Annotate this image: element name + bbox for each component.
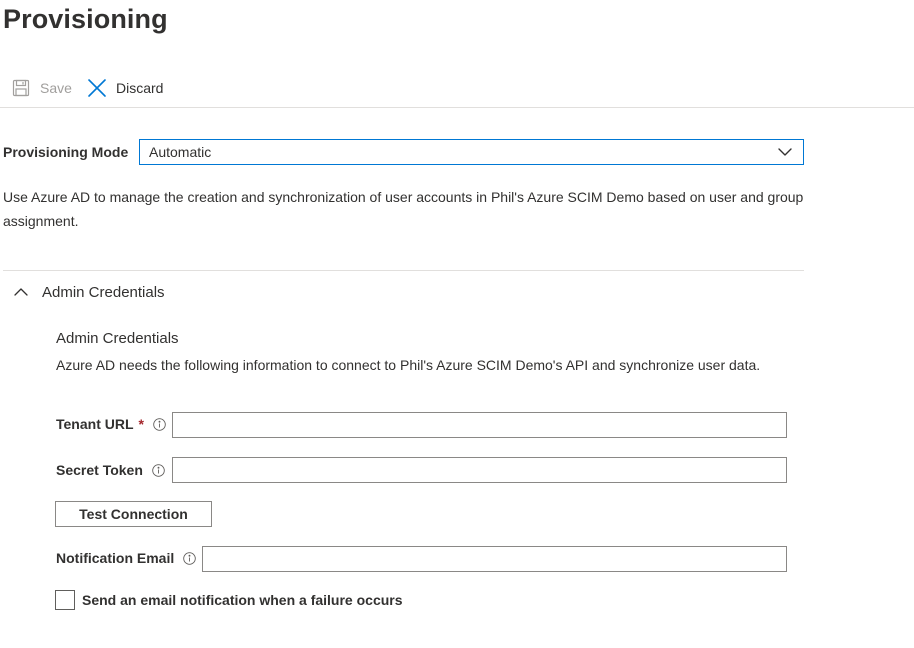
notification-email-label	[56, 550, 196, 566]
info-icon[interactable]	[152, 464, 165, 477]
admin-credentials-title: Admin Credentials	[56, 330, 179, 347]
command-bar	[0, 70, 914, 108]
info-icon[interactable]	[183, 552, 196, 565]
test-connection-button[interactable]: Test Connection	[55, 501, 212, 527]
save-icon	[11, 78, 31, 98]
secret-token-label-text: Secret Token	[56, 462, 143, 478]
page-title: Provisioning	[3, 4, 168, 34]
chevron-up-icon	[14, 285, 28, 299]
tenant-url-label-text: Tenant URL	[56, 416, 134, 432]
chevron-down-icon	[778, 145, 792, 159]
failure-notification-label: Send an email notification when a failure occurs	[82, 592, 403, 608]
secret-token-label	[56, 462, 165, 478]
discard-button[interactable]	[87, 76, 163, 100]
section-divider	[3, 270, 804, 271]
tenant-url-label	[56, 416, 166, 432]
notification-email-label-text: Notification Email	[56, 550, 175, 566]
close-icon	[87, 78, 107, 98]
required-indicator: *	[138, 416, 144, 432]
provisioning-description: Use Azure AD to manage the creation and synchronization of user accounts in Phil's Azure SCIM Demo based on user and group assignment.	[3, 189, 804, 229]
admin-credentials-description: Azure AD needs the following information to connect to Phil's Azure SCIM Demo's API and synchronize user data.	[56, 357, 761, 373]
admin-credentials-section-toggle[interactable]	[14, 282, 165, 302]
tenant-url-input[interactable]	[172, 412, 787, 438]
secret-token-input[interactable]	[172, 457, 787, 483]
failure-notification-checkbox[interactable]	[55, 590, 75, 610]
provisioning-mode-dropdown[interactable]	[139, 139, 804, 165]
notification-email-input[interactable]	[202, 546, 787, 572]
failure-notification-checkbox-row[interactable]	[55, 590, 403, 610]
discard-button-label: Discard	[116, 80, 164, 96]
info-icon[interactable]	[153, 418, 166, 431]
provisioning-mode-value: Automatic	[149, 144, 212, 160]
provisioning-mode-label: Provisioning Mode	[3, 144, 129, 160]
save-button-label: Save	[40, 80, 72, 96]
section-header-label: Admin Credentials	[42, 283, 165, 301]
save-button[interactable]	[11, 76, 72, 100]
